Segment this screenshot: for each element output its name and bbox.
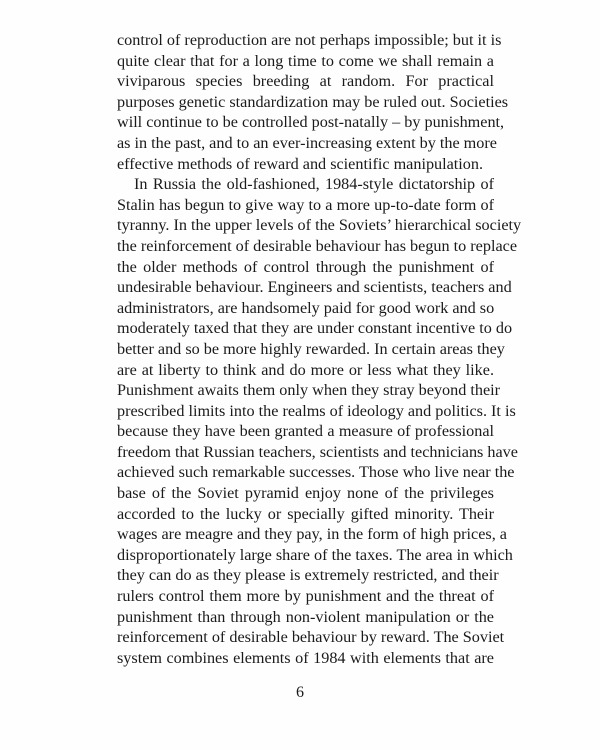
text-line: rulers control them more by punishment and the threat of: [117, 587, 494, 606]
text-line: they can do as they please is extremely restricted, and their: [117, 566, 499, 585]
paragraph-1: [117, 30, 509, 174]
text-line: moderately taxed that they are under constant incentive to do: [117, 319, 513, 338]
text-line: undesirable behaviour. Engineers and scientists, teachers and: [117, 278, 512, 297]
text-line: tyranny. In the upper levels of the Soviets’ hierarchical society: [117, 216, 522, 235]
text-line: freedom that Russian teachers, scientists and technicians have: [117, 442, 518, 461]
text-line: In Russia the old-fashioned, 1984-style dictatorship of: [134, 175, 494, 194]
text-line: better and so be more highly rewarded. In certain areas they: [117, 339, 505, 358]
text-line: Punishment awaits them only when they stray beyond their: [117, 381, 501, 400]
text-line: wages are meagre and they pay, in the form of high prices, a: [117, 525, 507, 544]
text-line: because they have been granted a measure of professional: [117, 422, 494, 441]
text-line: effective methods of reward and scientific manipulation.: [117, 154, 484, 173]
text-line: prescribed limits into the realms of ideology and politics. It is: [117, 401, 516, 420]
paragraph-2: [117, 174, 522, 668]
text-line: base of the Soviet pyramid enjoy none of the privileges: [117, 484, 494, 503]
text-line: punishment than through non-violent manipulation or the: [117, 607, 494, 626]
text-line: Stalin has begun to give way to a more up-to-date form of: [117, 195, 494, 214]
text-line: achieved such remarkable successes. Those who live near the: [117, 463, 515, 482]
text-line: disproportionately large share of the taxes. The area in which: [117, 545, 513, 564]
text-line: quite clear that for a long time to come we shall remain a: [117, 51, 494, 70]
page-number: 6: [296, 684, 304, 701]
text-line: as in the past, and to an ever-increasing extent by the more: [117, 133, 497, 152]
text-line: are at liberty to think and do more or less what they like.: [117, 360, 494, 379]
text-line: system combines elements of 1984 with elements that are: [117, 648, 494, 667]
text-line: viviparous species breeding at random. For practical: [117, 72, 494, 91]
body-text: [117, 30, 522, 668]
text-line: accorded to the lucky or specially gifted minority. Their: [117, 504, 494, 523]
text-line: administrators, are handsomely paid for good work and so: [117, 298, 495, 317]
text-line: the older methods of control through the punishment of: [117, 257, 494, 276]
text-line: the reinforcement of desirable behaviour has begun to replace: [117, 236, 518, 255]
text-line: control of reproduction are not perhaps impossible; but it is: [117, 31, 502, 49]
text-line: reinforcement of desirable behaviour by reward. The Soviet: [117, 628, 505, 647]
text-line: purposes genetic standardization may be ruled out. Societies: [117, 92, 509, 111]
text-line: will continue to be controlled post-natally – by punishment,: [117, 113, 505, 132]
